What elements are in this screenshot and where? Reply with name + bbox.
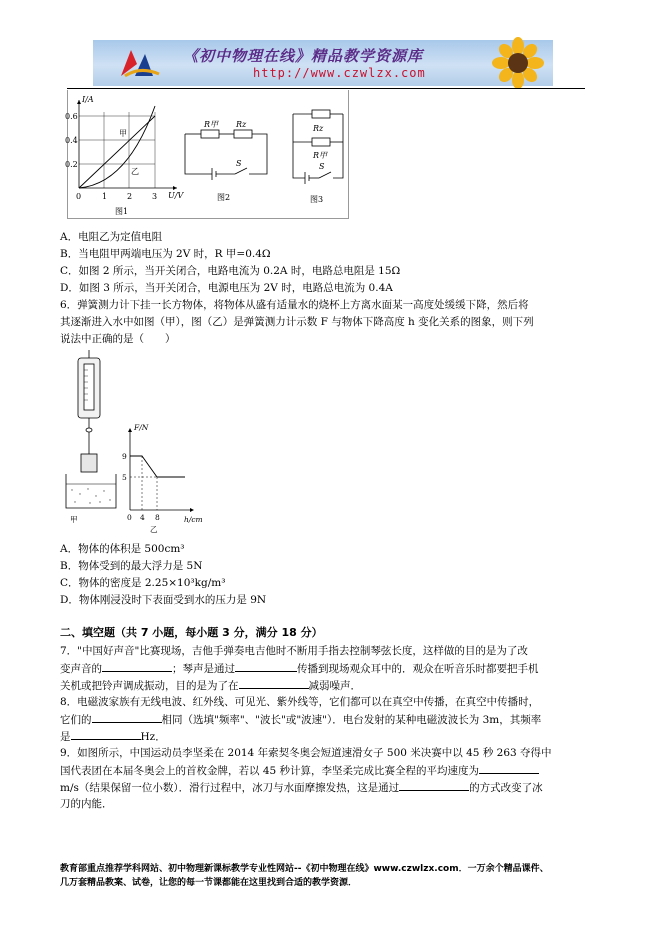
q7-text: 变声音的	[60, 663, 102, 675]
q8-blank-1[interactable]	[92, 711, 162, 723]
q8-text: 是	[60, 731, 71, 743]
graph1-x-tick: 0	[76, 192, 82, 201]
q5-option-b: B．当电阻甲两端电压为 2V 时，R 甲=0.4Ω	[60, 248, 271, 260]
header-banner	[93, 40, 553, 86]
q7-line1: 7．"中国好声音"比赛现场，吉他手弹奏电吉他时不断用手指去控制琴弦长度，这样做的目的是为了改	[60, 645, 528, 657]
q6-graph-x-label: h/cm	[184, 515, 203, 524]
q9-line4: 刀的内能．	[60, 798, 113, 810]
q6-caption-right: 乙	[150, 525, 158, 534]
curve-b-label: 乙	[131, 167, 139, 176]
banner-url[interactable]: http://www.czwlzx.com	[253, 66, 426, 80]
q6-graph-x-tick: 4	[140, 513, 145, 522]
curve-a	[79, 116, 155, 188]
curve-b	[79, 106, 155, 188]
q8-line2	[60, 711, 541, 728]
figure1-caption: 图1	[115, 207, 129, 216]
q7-text: 减弱噪声．	[308, 680, 361, 692]
q6-caption-left: 甲	[70, 515, 78, 524]
q6-stem-line2: 其逐渐进入水中如图（甲），图（乙）是弹簧测力计示数 F 与物体下降高度 h 变化关系的图象，则下列	[60, 316, 534, 328]
q9-line2	[60, 762, 539, 779]
graph1-y-tick: 0.2	[65, 160, 78, 169]
water-dots	[71, 488, 110, 503]
fig3-switch-label: S	[319, 162, 325, 171]
fig2-r1-label: R甲	[204, 120, 219, 129]
banner-title: 《初中物理在线》精品教学资源库	[183, 47, 424, 65]
q5-option-c: C．如图 2 所示，当开关闭合，电路电流为 0.2A 时，电路总电阻是 15Ω	[60, 265, 401, 277]
circuit-parallel	[293, 110, 343, 184]
q8-line3	[60, 728, 166, 745]
figure2-caption: 图2	[217, 193, 231, 202]
header-divider	[67, 88, 585, 89]
fig2-r2-label: Rz	[236, 120, 247, 129]
q9-text: m/s（结果保留一位小数）．滑行过程中，冰刀与水面摩擦发热，这是通过	[60, 782, 400, 794]
fig3-r2-label: R甲	[313, 151, 328, 160]
q9-text: 的方式改变了冰	[469, 782, 543, 794]
q6-graph-x-tick: 0	[127, 513, 132, 522]
q6-graph-y-tick: 9	[122, 452, 127, 461]
q5-option-a: A．电阻乙为定值电阻	[60, 231, 163, 243]
q9-text: 国代表团在本届冬奥会上的首枚金牌，若以 45 秒计算，李坚柔完成比赛全程的平均速度为	[60, 765, 480, 777]
sunflower-icon	[487, 36, 549, 90]
graph1-x-label: U/V	[168, 191, 184, 200]
q7-text: 传播到现场观众耳中的．观众在听音乐时都要把手机	[297, 663, 539, 675]
graph1-x-tick: 3	[152, 192, 158, 201]
q6-option-c: C．物体的密度是 2.25×10³kg/m³	[60, 577, 226, 589]
q9-line1: 9．如图所示，中国运动员李坚柔在 2014 年索契冬奥会短道速滑女子 500 米决赛中以 45 秒 263 夺得中	[60, 747, 552, 759]
iu-graph	[65, 95, 184, 216]
footer-line2: 几万套精品教案、试卷，让您的每一节课都能在这里找到合适的教学资源．	[60, 878, 358, 888]
section2-title: 二、填空题（共 7 小题，每小题 3 分，满分 18 分）	[60, 626, 323, 639]
spring-scale-icon	[66, 350, 116, 508]
q9-blank-2[interactable]	[399, 779, 469, 791]
q7-line2	[60, 660, 539, 677]
figure3-caption: 图3	[310, 195, 324, 204]
q8-text: 它们的	[60, 714, 92, 726]
site-logo-icon	[115, 46, 165, 82]
curve-a-label: 甲	[119, 129, 127, 138]
q6-figure	[60, 350, 220, 535]
q9-line3	[60, 779, 543, 796]
page-footer	[60, 862, 605, 890]
q7-blank-2[interactable]	[235, 660, 297, 672]
q6-option-d: D．物体刚浸没时下表面受到水的压力是 9N	[60, 594, 267, 606]
fig3-r1-label: Rz	[313, 124, 324, 133]
q7-line3	[60, 677, 361, 694]
q6-graph-y-tick: 5	[122, 473, 127, 482]
graph1-y-tick: 0.6	[65, 112, 78, 121]
q7-text: 关机或把铃声调成振动，目的是为了在	[60, 680, 239, 692]
q6-option-b: B．物体受到的最大浮力是 5N	[60, 560, 203, 572]
q7-blank-1[interactable]	[102, 660, 172, 672]
q8-blank-2[interactable]	[71, 728, 141, 740]
q6-graph-x-tick: 8	[155, 513, 160, 522]
graph1-y-label: I/A	[82, 95, 94, 104]
graph1-x-tick: 1	[102, 192, 108, 201]
q8-line1: 8．电磁波家族有无线电波、红外线、可见光、紫外线等，它们都可以在真空中传播，在真空中传播时，	[60, 696, 540, 708]
graph1-y-tick: 0.4	[65, 136, 78, 145]
q5-figures	[67, 92, 347, 220]
q9-blank-1[interactable]	[479, 762, 539, 774]
q7-blank-3[interactable]	[239, 677, 309, 689]
q7-text: ；琴声是通过	[172, 663, 235, 675]
circuit-series	[185, 130, 267, 180]
q6-stem-line1: 6．弹簧测力计下挂一长方物体，将物体从盛有适量水的烧杯上方离水面某一高度处缓缓下降，然后将	[60, 299, 529, 311]
q6-option-a: A．物体的体积是 500cm³	[60, 543, 185, 555]
q8-text: 相同（选填"频率"、"波长"或"波速"）．电台发射的某种电磁波波长为 3m，其频率	[161, 714, 542, 726]
q8-text: Hz．	[140, 731, 166, 743]
q6-stem-line3: 说法中正确的是（ ）	[60, 333, 176, 345]
fh-graph	[122, 423, 203, 534]
footer-line1: 教育部重点推荐学科网站、初中物理新课标教学专业性网站--《初中物理在线》www.czwlzx.com．一万余个精品课件、	[60, 864, 549, 874]
graph1-x-tick: 2	[127, 192, 133, 201]
q5-option-d: D．如图 3 所示，当开关闭合，电源电压为 2V 时，电路总电流为 0.4A	[60, 282, 393, 294]
q6-graph-y-label: F/N	[134, 423, 149, 432]
fig2-switch-label: S	[236, 159, 242, 168]
